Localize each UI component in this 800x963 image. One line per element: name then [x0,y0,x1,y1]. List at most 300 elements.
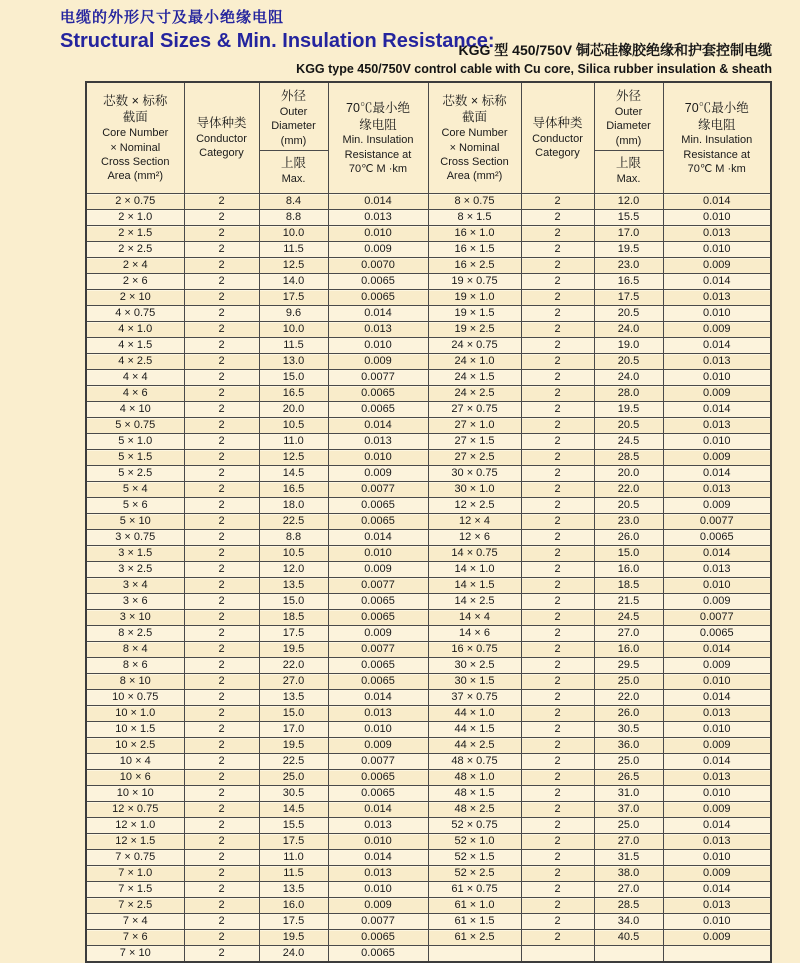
table-row [86,338,771,354]
core-size-cell: 52 × 1.5 [428,850,521,866]
core-size-cell: 19 × 0.75 [428,274,521,290]
conductor-category-cell: 2 [521,562,594,578]
conductor-category-cell: 2 [184,594,259,610]
outer-diameter-cell: 28.5 [594,450,663,466]
conductor-category-cell: 2 [521,706,594,722]
insulation-resistance-cell: 0.009 [663,594,771,610]
outer-diameter-cell: 34.0 [594,914,663,930]
insulation-resistance-cell: 0.014 [663,754,771,770]
conductor-category-cell: 2 [521,354,594,370]
outer-diameter-cell: 19.5 [259,642,328,658]
core-size-cell: 4 × 1.5 [86,338,184,354]
outer-diameter-cell: 11.0 [259,850,328,866]
conductor-category-cell: 2 [184,290,259,306]
outer-diameter-cell: 26.0 [594,530,663,546]
conductor-category-cell: 2 [184,850,259,866]
core-size-cell: 8 × 4 [86,642,184,658]
cable-type-subtitle-en: KGG type 450/750V control cable with Cu core, Silica rubber insulation & sheath [296,62,772,76]
header-core-size-left: 芯数 × 标称 截面 Core Number × Nominal Cross Section Area (mm²) [86,82,184,194]
core-size-cell: 16 × 0.75 [428,642,521,658]
insulation-resistance-cell: 0.014 [663,642,771,658]
outer-diameter-cell: 18.5 [594,578,663,594]
insulation-resistance-cell: 0.009 [328,898,428,914]
insulation-resistance-cell: 0.013 [328,706,428,722]
insulation-resistance-cell: 0.013 [663,770,771,786]
core-size-cell: 5 × 10 [86,514,184,530]
core-size-cell: 5 × 1.5 [86,450,184,466]
table-row [86,690,771,706]
conductor-category-cell: 2 [521,402,594,418]
core-size-cell: 2 × 10 [86,290,184,306]
outer-diameter-cell: 22.5 [259,514,328,530]
core-size-cell: 16 × 1.5 [428,242,521,258]
conductor-category-cell: 2 [521,690,594,706]
conductor-category-cell: 2 [184,578,259,594]
core-size-cell: 4 × 4 [86,370,184,386]
outer-diameter-cell: 19.5 [259,738,328,754]
insulation-resistance-cell: 0.014 [663,338,771,354]
core-size-cell: 4 × 0.75 [86,306,184,322]
insulation-resistance-cell: 0.009 [663,450,771,466]
insulation-resistance-cell: 0.014 [663,818,771,834]
insulation-resistance-cell: 0.013 [663,562,771,578]
table-row [86,834,771,850]
outer-diameter-cell: 17.5 [259,914,328,930]
core-size-cell: 61 × 0.75 [428,882,521,898]
table-row [86,754,771,770]
conductor-category-cell: 2 [521,258,594,274]
outer-diameter-cell: 17.0 [259,722,328,738]
conductor-category-cell: 2 [184,354,259,370]
core-size-cell: 2 × 4 [86,258,184,274]
core-size-cell: 30 × 0.75 [428,466,521,482]
core-size-cell: 27 × 0.75 [428,402,521,418]
core-size-cell: 12 × 1.0 [86,818,184,834]
core-size-cell: 48 × 2.5 [428,802,521,818]
conductor-category-cell: 2 [184,514,259,530]
core-size-cell: 7 × 0.75 [86,850,184,866]
outer-diameter-cell: 40.5 [594,930,663,946]
conductor-category-cell: 2 [521,626,594,642]
conductor-category-cell: 2 [521,866,594,882]
conductor-category-cell: 2 [184,866,259,882]
conductor-category-cell: 2 [184,642,259,658]
outer-diameter-cell: 19.5 [594,402,663,418]
table-row [86,722,771,738]
outer-diameter-cell: 17.5 [259,290,328,306]
outer-diameter-cell: 11.5 [259,866,328,882]
conductor-category-cell: 2 [184,626,259,642]
table-header [86,82,771,194]
insulation-resistance-cell: 0.0077 [328,370,428,386]
insulation-resistance-cell: 0.009 [328,626,428,642]
core-size-cell: 10 × 1.0 [86,706,184,722]
table-row [86,562,771,578]
table-row [86,930,771,946]
insulation-resistance-cell: 0.010 [328,882,428,898]
table-row [86,738,771,754]
table-row [86,466,771,482]
insulation-resistance-cell: 0.013 [663,898,771,914]
insulation-resistance-cell: 0.014 [328,306,428,322]
insulation-resistance-cell: 0.009 [328,354,428,370]
insulation-resistance-cell: 0.0065 [328,946,428,963]
conductor-category-cell: 2 [521,770,594,786]
outer-diameter-cell: 16.5 [259,386,328,402]
insulation-resistance-cell: 0.0065 [328,930,428,946]
insulation-resistance-cell [663,946,771,963]
insulation-resistance-cell: 0.009 [328,562,428,578]
cable-spec-table [85,81,772,963]
conductor-category-cell: 2 [184,770,259,786]
outer-diameter-cell: 22.0 [594,690,663,706]
outer-diameter-cell: 29.5 [594,658,663,674]
insulation-resistance-cell: 0.0065 [328,514,428,530]
table-row [86,610,771,626]
insulation-resistance-cell: 0.0065 [663,530,771,546]
core-size-cell: 16 × 2.5 [428,258,521,274]
core-size-cell: 3 × 0.75 [86,530,184,546]
core-size-cell: 10 × 0.75 [86,690,184,706]
core-size-cell: 24 × 1.5 [428,370,521,386]
conductor-category-cell: 2 [521,914,594,930]
outer-diameter-cell: 14.5 [259,802,328,818]
conductor-category-cell: 2 [521,834,594,850]
core-size-cell: 10 × 10 [86,786,184,802]
insulation-resistance-cell: 0.013 [328,210,428,226]
insulation-resistance-cell: 0.009 [663,930,771,946]
insulation-resistance-cell: 0.010 [328,450,428,466]
outer-diameter-cell: 21.5 [594,594,663,610]
outer-diameter-cell: 26.0 [594,706,663,722]
outer-diameter-cell: 20.5 [594,498,663,514]
table-body [86,194,771,963]
conductor-category-cell: 2 [521,610,594,626]
conductor-category-cell: 2 [184,690,259,706]
insulation-resistance-cell: 0.013 [663,482,771,498]
conductor-category-cell: 2 [184,882,259,898]
outer-diameter-cell: 8.4 [259,194,328,210]
table-row [86,290,771,306]
table-row [86,530,771,546]
core-size-cell: 5 × 6 [86,498,184,514]
conductor-category-cell: 2 [184,658,259,674]
conductor-category-cell: 2 [521,802,594,818]
conductor-category-cell: 2 [184,258,259,274]
insulation-resistance-cell: 0.009 [663,322,771,338]
core-size-cell: 3 × 1.5 [86,546,184,562]
table-row [86,578,771,594]
conductor-category-cell: 2 [521,930,594,946]
insulation-resistance-cell: 0.013 [328,818,428,834]
conductor-category-cell: 2 [184,402,259,418]
conductor-category-cell: 2 [521,418,594,434]
insulation-resistance-cell: 0.0065 [328,770,428,786]
table-row [86,866,771,882]
outer-diameter-cell: 30.5 [259,786,328,802]
conductor-category-cell: 2 [184,370,259,386]
table-row [86,386,771,402]
outer-diameter-cell: 15.0 [594,546,663,562]
outer-diameter-cell: 37.0 [594,802,663,818]
outer-diameter-cell: 13.5 [259,690,328,706]
core-size-cell: 12 × 4 [428,514,521,530]
outer-diameter-cell: 25.0 [594,754,663,770]
outer-diameter-cell: 10.0 [259,322,328,338]
core-size-cell: 48 × 1.5 [428,786,521,802]
core-size-cell: 44 × 1.5 [428,722,521,738]
page-title-en: Structural Sizes & Min. Insulation Resistance: [60,30,495,52]
conductor-category-cell: 2 [184,946,259,963]
outer-diameter-cell: 13.0 [259,354,328,370]
core-size-cell: 3 × 2.5 [86,562,184,578]
table-row [86,514,771,530]
conductor-category-cell: 2 [184,418,259,434]
outer-diameter-cell: 13.5 [259,578,328,594]
conductor-category-cell: 2 [521,194,594,210]
conductor-category-cell: 2 [184,722,259,738]
insulation-resistance-cell: 0.014 [328,802,428,818]
conductor-category-cell: 2 [521,722,594,738]
outer-diameter-cell: 19.5 [259,930,328,946]
outer-diameter-cell: 14.5 [259,466,328,482]
conductor-category-cell: 2 [521,274,594,290]
insulation-resistance-cell: 0.0077 [663,610,771,626]
core-size-cell: 14 × 6 [428,626,521,642]
core-size-cell: 12 × 0.75 [86,802,184,818]
outer-diameter-cell: 23.0 [594,514,663,530]
insulation-resistance-cell: 0.0065 [328,498,428,514]
conductor-category-cell: 2 [521,594,594,610]
core-size-cell: 2 × 1.0 [86,210,184,226]
core-size-cell: 30 × 1.5 [428,674,521,690]
outer-diameter-cell: 20.0 [594,466,663,482]
table-row [86,626,771,642]
conductor-category-cell: 2 [184,834,259,850]
conductor-category-cell: 2 [184,226,259,242]
insulation-resistance-cell: 0.0065 [328,402,428,418]
core-size-cell: 19 × 1.0 [428,290,521,306]
table-row [86,946,771,963]
conductor-category-cell: 2 [184,210,259,226]
core-size-cell: 52 × 0.75 [428,818,521,834]
outer-diameter-cell: 11.5 [259,242,328,258]
conductor-category-cell: 2 [184,482,259,498]
insulation-resistance-cell: 0.010 [663,434,771,450]
outer-diameter-cell: 19.5 [594,242,663,258]
header-outer-diameter-right: 外径 Outer Diameter (mm) 上限 Max. [594,82,663,194]
core-size-cell: 8 × 6 [86,658,184,674]
insulation-resistance-cell: 0.014 [663,546,771,562]
table-row [86,802,771,818]
insulation-resistance-cell: 0.009 [663,498,771,514]
outer-diameter-cell: 15.0 [259,706,328,722]
outer-diameter-cell: 24.0 [594,370,663,386]
page-title-zh: 电缆的外形尺寸及最小绝缘电阻 [60,9,285,26]
core-size-cell: 7 × 4 [86,914,184,930]
table-row [86,306,771,322]
core-size-cell: 5 × 4 [86,482,184,498]
table-row [86,498,771,514]
insulation-resistance-cell: 0.009 [663,386,771,402]
outer-diameter-cell: 20.0 [259,402,328,418]
conductor-category-cell: 2 [521,658,594,674]
outer-diameter-cell: 10.5 [259,418,328,434]
insulation-resistance-cell: 0.014 [663,466,771,482]
conductor-category-cell: 2 [521,450,594,466]
table-row [86,402,771,418]
outer-diameter-cell: 30.5 [594,722,663,738]
insulation-resistance-cell: 0.010 [663,722,771,738]
table-row [86,322,771,338]
table-row [86,594,771,610]
outer-diameter-cell: 24.5 [594,610,663,626]
core-size-cell: 8 × 10 [86,674,184,690]
conductor-category-cell: 2 [184,802,259,818]
table-row [86,210,771,226]
insulation-resistance-cell: 0.014 [328,530,428,546]
core-size-cell: 12 × 6 [428,530,521,546]
table-row [86,226,771,242]
outer-diameter-cell: 27.0 [259,674,328,690]
core-size-cell: 2 × 6 [86,274,184,290]
conductor-category-cell: 2 [184,818,259,834]
core-size-cell: 24 × 2.5 [428,386,521,402]
table-row [86,274,771,290]
insulation-resistance-cell: 0.009 [663,658,771,674]
conductor-category-cell: 2 [521,738,594,754]
outer-diameter-cell: 31.5 [594,850,663,866]
outer-diameter-cell: 9.6 [259,306,328,322]
conductor-category-cell: 2 [521,322,594,338]
insulation-resistance-cell: 0.0077 [328,642,428,658]
conductor-category-cell: 2 [521,306,594,322]
table-row [86,818,771,834]
conductor-category-cell: 2 [521,530,594,546]
conductor-category-cell: 2 [184,386,259,402]
table-row [86,882,771,898]
insulation-resistance-cell: 0.010 [663,210,771,226]
insulation-resistance-cell: 0.0077 [328,482,428,498]
table-row [86,786,771,802]
insulation-resistance-cell: 0.0065 [663,626,771,642]
conductor-category-cell: 2 [521,386,594,402]
outer-diameter-cell: 12.0 [259,562,328,578]
insulation-resistance-cell: 0.0065 [328,594,428,610]
core-size-cell: 37 × 0.75 [428,690,521,706]
table-row [86,370,771,386]
outer-diameter-cell: 13.5 [259,882,328,898]
table-row [86,258,771,274]
conductor-category-cell: 2 [521,226,594,242]
header-insulation-resistance-right: 70℃最小绝 缘电阻 Min. Insulation Resistance at 70℃ M ·km [663,82,771,194]
insulation-resistance-cell: 0.0065 [328,386,428,402]
insulation-resistance-cell: 0.010 [663,850,771,866]
core-size-cell: 4 × 2.5 [86,354,184,370]
insulation-resistance-cell: 0.014 [663,194,771,210]
outer-diameter-cell: 24.0 [259,946,328,963]
insulation-resistance-cell: 0.0065 [328,274,428,290]
core-size-cell: 3 × 6 [86,594,184,610]
conductor-category-cell: 2 [521,850,594,866]
conductor-category-cell: 2 [521,786,594,802]
insulation-resistance-cell: 0.0077 [328,578,428,594]
core-size-cell: 2 × 0.75 [86,194,184,210]
conductor-category-cell: 2 [184,434,259,450]
outer-diameter-cell [594,946,663,963]
core-size-cell: 7 × 6 [86,930,184,946]
conductor-category-cell: 2 [184,530,259,546]
outer-diameter-cell: 12.5 [259,450,328,466]
insulation-resistance-cell: 0.0065 [328,786,428,802]
core-size-cell: 30 × 1.0 [428,482,521,498]
insulation-resistance-cell: 0.013 [663,834,771,850]
core-size-cell: 2 × 2.5 [86,242,184,258]
core-size-cell: 12 × 2.5 [428,498,521,514]
conductor-category-cell: 2 [184,610,259,626]
outer-diameter-cell: 25.0 [594,818,663,834]
outer-diameter-cell: 27.0 [594,626,663,642]
conductor-category-cell: 2 [521,498,594,514]
conductor-category-cell: 2 [521,578,594,594]
header-insulation-resistance-left: 70℃最小绝 缘电阻 Min. Insulation Resistance at 70℃ M ·km [328,82,428,194]
insulation-resistance-cell: 0.014 [328,850,428,866]
core-size-cell: 48 × 0.75 [428,754,521,770]
conductor-category-cell: 2 [521,338,594,354]
conductor-category-cell: 2 [521,434,594,450]
header-conductor-category-left: 导体种类 Conductor Category [184,82,259,194]
table-row [86,354,771,370]
table-row [86,658,771,674]
core-size-cell: 4 × 10 [86,402,184,418]
outer-diameter-cell: 10.0 [259,226,328,242]
outer-diameter-cell: 25.0 [259,770,328,786]
insulation-resistance-cell: 0.013 [663,418,771,434]
core-size-cell: 61 × 2.5 [428,930,521,946]
insulation-resistance-cell: 0.009 [328,242,428,258]
insulation-resistance-cell: 0.014 [663,690,771,706]
header-conductor-category-right: 导体种类 Conductor Category [521,82,594,194]
insulation-resistance-cell: 0.013 [663,226,771,242]
outer-diameter-cell: 17.5 [259,626,328,642]
core-size-cell: 44 × 2.5 [428,738,521,754]
core-size-cell: 7 × 10 [86,946,184,963]
insulation-resistance-cell: 0.009 [663,866,771,882]
outer-diameter-cell: 22.0 [259,658,328,674]
outer-diameter-cell: 11.5 [259,338,328,354]
insulation-resistance-cell: 0.014 [663,274,771,290]
outer-diameter-cell: 28.0 [594,386,663,402]
core-size-cell: 5 × 0.75 [86,418,184,434]
insulation-resistance-cell: 0.014 [328,194,428,210]
insulation-resistance-cell: 0.010 [328,834,428,850]
header-core-size-right: 芯数 × 标称 截面 Core Number × Nominal Cross Section Area (mm²) [428,82,521,194]
insulation-resistance-cell: 0.013 [663,354,771,370]
core-size-cell: 14 × 1.0 [428,562,521,578]
core-size-cell: 7 × 1.0 [86,866,184,882]
insulation-resistance-cell: 0.0065 [328,658,428,674]
core-size-cell: 12 × 1.5 [86,834,184,850]
header-outer-diameter-left: 外径 Outer Diameter (mm) 上限 Max. [259,82,328,194]
outer-diameter-cell: 17.5 [259,834,328,850]
conductor-category-cell: 2 [184,914,259,930]
table-row [86,850,771,866]
insulation-resistance-cell: 0.013 [663,290,771,306]
core-size-cell: 52 × 2.5 [428,866,521,882]
table-row [86,642,771,658]
outer-diameter-cell: 20.5 [594,418,663,434]
core-size-cell: 19 × 1.5 [428,306,521,322]
